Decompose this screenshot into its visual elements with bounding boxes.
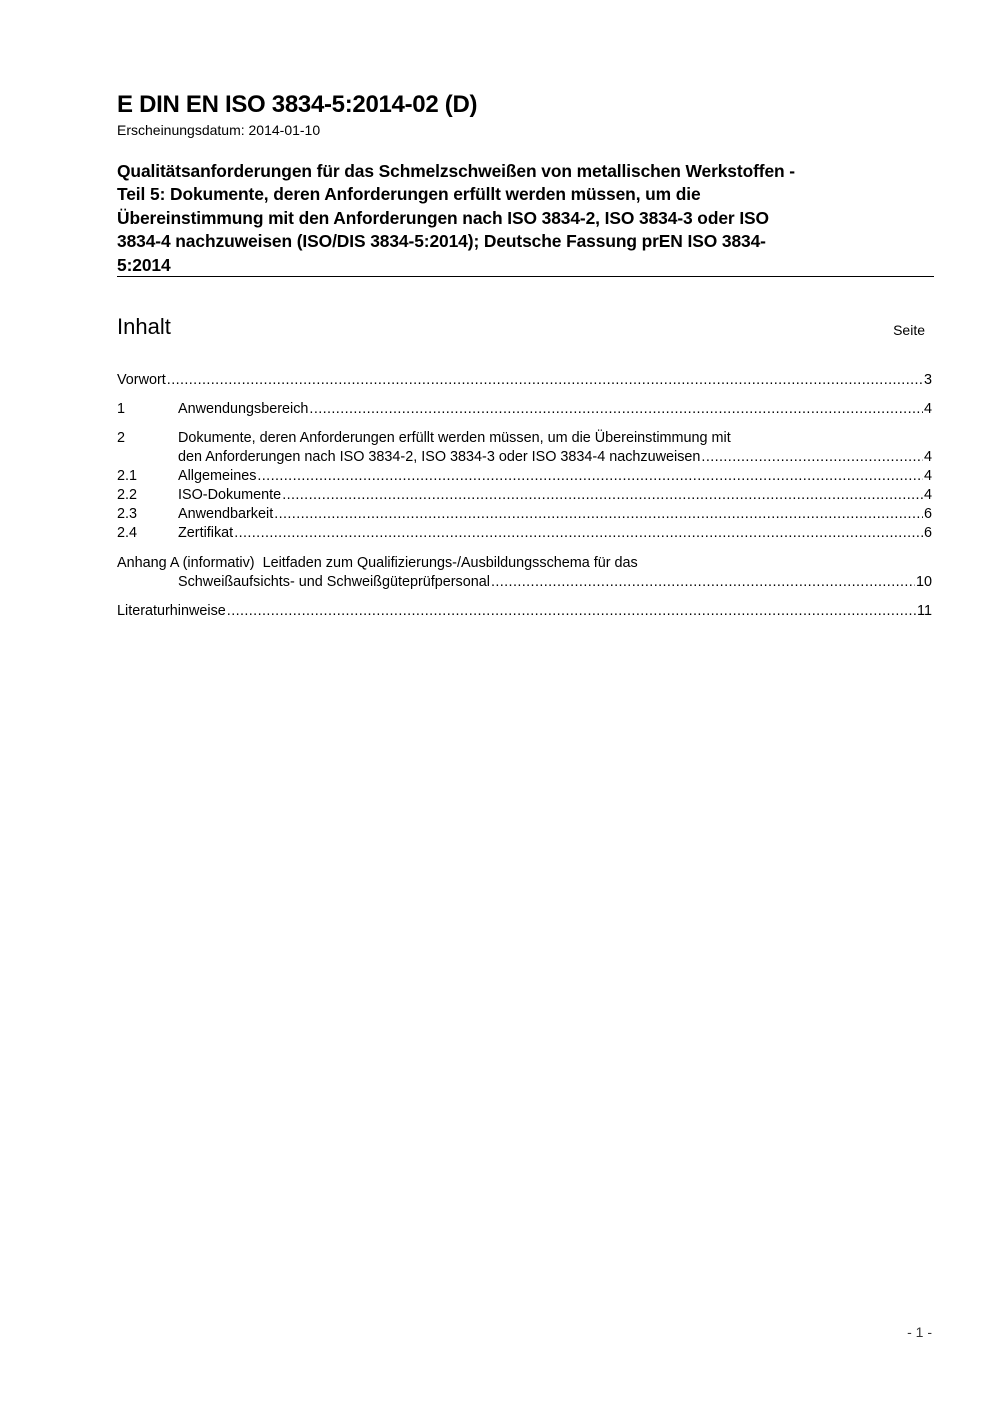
toc-entry-text: Anwendbarkeit [178, 506, 274, 522]
toc-leader-dots [491, 573, 915, 592]
toc-entry-text: Zertifikat [178, 525, 234, 541]
toc-entry-2-3[interactable] [117, 505, 932, 524]
title-line: 3834-4 nachzuweisen (ISO/DIS 3834-5:2014); Deutsche Fassung prEN ISO 3834- [117, 231, 766, 252]
toc-entry-2-2[interactable] [117, 486, 932, 505]
toc-leader-dots [309, 400, 923, 419]
toc-entry-text: Allgemeines [178, 468, 257, 484]
toc-entry-text: Dokumente, deren Anforderungen erfüllt werden müssen, um die Übereinstimmung mit [178, 430, 731, 446]
toc-entry-page: 11 [917, 603, 932, 619]
toc-entry-page: 4 [923, 449, 932, 465]
toc-entry-number: 1 [117, 401, 126, 417]
toc-entry-2-4[interactable] [117, 524, 932, 543]
toc-entry-page: 6 [923, 525, 932, 541]
title-divider [117, 276, 934, 277]
toc-entry-page: 4 [923, 401, 932, 417]
toc-entry-text: Literaturhinweise [117, 603, 226, 619]
toc-entry-page: 4 [923, 487, 932, 503]
publication-date: Erscheinungsdatum: 2014-01-10 [117, 122, 321, 138]
toc-entry-text: Anwendungsbereich [178, 401, 309, 417]
toc-entry-page: 3 [923, 372, 932, 388]
document-title [117, 160, 929, 277]
toc-leader-dots [227, 602, 916, 621]
toc-entry-anhang-a-second-line [117, 573, 932, 592]
toc-entry-number: 2 [117, 430, 126, 446]
document-id: E DIN EN ISO 3834-5:2014-02 (D) [117, 91, 478, 118]
title-line: Übereinstimmung mit den Anforderungen nach ISO 3834-2, ISO 3834-3 oder ISO [117, 207, 769, 228]
title-line: Qualitätsanforderungen für das Schmelzschweißen von metallischen Werkstoffen - [117, 161, 795, 181]
toc-entry-text: Vorwort [117, 372, 166, 388]
toc-leader-dots [274, 505, 923, 524]
toc-entry-page: 4 [923, 468, 932, 484]
page-number: - 1 - [907, 1324, 932, 1340]
title-line: 5:2014 [117, 254, 171, 275]
toc-entry-page: 10 [915, 574, 932, 590]
toc-leader-dots [234, 524, 923, 543]
toc-entry-text: ISO-Dokumente [178, 487, 282, 503]
toc-entry-number: 2.3 [117, 506, 138, 522]
toc-entry-1[interactable] [117, 400, 932, 419]
toc-entry-literaturhinweise[interactable] [117, 602, 932, 621]
toc-entry-number: 2.1 [117, 468, 138, 484]
toc-leader-dots [282, 486, 923, 505]
annex-label: Anhang A [117, 555, 179, 571]
toc-entry-text: Schweißaufsichts- und Schweißgüteprüfpersonal [178, 574, 490, 590]
toc-entry-2-first-line [117, 429, 932, 448]
toc-entry-2-1[interactable] [117, 467, 932, 486]
toc-leader-dots [257, 467, 923, 486]
toc-entry-vorwort[interactable] [117, 371, 932, 390]
toc-leader-dots [701, 448, 923, 467]
annex-qualifier: (informativ) [182, 555, 255, 571]
toc-entry-page: 6 [923, 506, 932, 522]
toc-page-column-label: Seite [893, 322, 925, 338]
toc-entry-number: 2.2 [117, 487, 138, 503]
toc-entry-text: Leitfaden zum Qualifizierungs-/Ausbildungsschema für das [262, 555, 638, 571]
toc-leader-dots [167, 371, 923, 390]
toc-entry-2-second-line [117, 448, 932, 467]
toc-entry-text: den Anforderungen nach ISO 3834-2, ISO 3834-3 oder ISO 3834-4 nachzuweisen [178, 449, 701, 465]
toc-entry-anhang-a-first-line [117, 554, 638, 573]
toc-entry-number: 2.4 [117, 525, 138, 541]
toc-heading: Inhalt [117, 314, 171, 339]
title-line: Teil 5: Dokumente, deren Anforderungen erfüllt werden müssen, um die [117, 184, 701, 205]
